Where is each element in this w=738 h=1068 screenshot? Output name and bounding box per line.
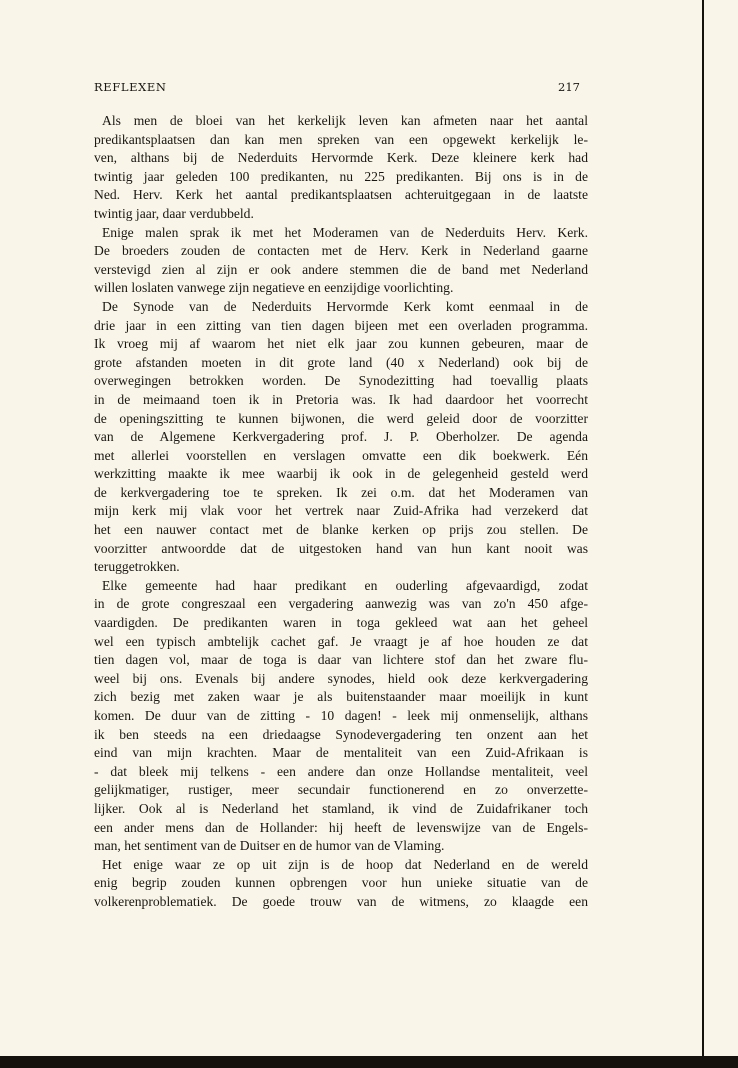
text-line: De broeders zouden de contacten met de Herv. Kerk in Nederland gaarne [94, 243, 588, 259]
text-line: voorzitter antwoordde dat de uitgestoken hand van hun kant nooit was [94, 540, 588, 556]
page-number: 217 [558, 80, 580, 94]
text-line: gelijkmatiger, rustiger, meer secundair functionerend en zo onverzette- [94, 782, 588, 798]
text-line: Het enige waar ze op uit zijn is de hoop dat Nederland en de wereld [102, 856, 588, 872]
text-line: verstevigd zien al zijn er ook andere stemmen die de band met Nederland [94, 261, 588, 277]
text-line: teruggetrokken. [94, 559, 180, 575]
text-line: in de meimaand toen ik in Pretoria was. Ik had daardoor het voorrecht [94, 391, 588, 407]
body-text [94, 112, 588, 912]
text-line: een ander mens dan de Hollander: hij heeft de levenswijze van de Engels- [94, 819, 588, 835]
text-line: volkerenproblematiek. De goede trouw van de witmens, zo klaagde een [94, 893, 588, 909]
text-line: de openingszitting te kunnen bijwonen, die werd geleid door de voorzitter [94, 410, 588, 426]
text-line: werkzitting maakte ik mee waarbij ik ook in de gelegenheid gesteld werd [94, 466, 588, 482]
text-line: willen loslaten vanwege zijn negatieve en eenzijdige voorlichting. [94, 280, 454, 296]
text-line: lijker. Ook al is Nederland het stamland, ik vind de Zuidafrikaner toch [94, 800, 588, 816]
text-line: drie jaar in een zitting van tien dagen bijeen met een overladen programma. [94, 317, 588, 333]
running-title: REFLEXEN [94, 80, 167, 94]
text-line: enig begrip zouden kunnen opbrengen voor hun unieke situatie van de [94, 875, 588, 891]
text-line: vaardigden. De predikanten waren in toga gekleed wat aan het geheel [94, 615, 588, 631]
text-line: predikantsplaatsen dan kan men spreken van een opgewekt kerkelijk le- [94, 131, 588, 147]
text-line: zich bezig met zaken waar je als buitenstaander maar moeilijk in kunt [94, 689, 588, 705]
text-line: mijn kerk mij vlak voor het vertrek naar Zuid-Afrika had verzekerd dat [94, 503, 588, 519]
text-line: van de Algemene Kerkvergadering prof. J. P. Oberholzer. De agenda [94, 429, 588, 445]
text-line: ven, althans bij de Nederduits Hervormde Kerk. Deze kleinere kerk had [94, 150, 588, 166]
text-line: Als men de bloei van het kerkelijk leven kan afmeten naar het aantal [102, 113, 588, 128]
text-line: twintig jaar, daar verdubbeld. [94, 205, 254, 221]
text-line: met allerlei voorstellen en verslagen omvatte een dik boekwerk. Eén [94, 447, 588, 463]
text-line: grote afstanden moeten in dit grote land (40 x Nederland) ook bij de [94, 354, 588, 370]
text-line: wel een typisch ambtelijk cachet gaf. Je vraagt je af hoe houden ze dat [94, 633, 588, 649]
text-line: man, het sentiment van de Duitser en de humor van de Vlaming. [94, 838, 445, 854]
text-line: Ned. Herv. Kerk het aantal predikantsplaatsen achteruitgegaan in de laatste [94, 187, 588, 203]
text-line: twintig jaar geleden 100 predikanten, nu 225 predikanten. Bij ons is in de [94, 168, 588, 184]
text-line: eind van mijn krachten. Maar de mentaliteit van een Zuid-Afrikaan is [94, 745, 588, 761]
text-line: het een nauwer contact met de blanke kerken op prijs zou stellen. De [94, 522, 588, 538]
text-line: komen. De duur van de zitting - 10 dagen! - leek mij onmenselijk, althans [94, 708, 588, 723]
page-bottom-edge [0, 1056, 738, 1068]
text-line: weel bij ons. Evenals bij andere synodes, hield ook deze kerkvergadering [94, 670, 588, 686]
text-line: Enige malen sprak ik met het Moderamen van de Nederduits Herv. Kerk. [102, 224, 588, 240]
text-line: ik ben steeds na een driedaagse Synodevergadering ten onzent aan het [94, 726, 588, 742]
text-line: - dat bleek mij telkens - een andere dan onze Hollandse mentaliteit, veel [94, 763, 588, 779]
text-line: Elke gemeente had haar predikant en ouderling afgevaardigd, zodat [102, 577, 588, 593]
text-line: in de grote congreszaal een vergadering aanwezig was van zo'n 450 afge- [94, 596, 588, 612]
text-line: De Synode van de Nederduits Hervormde Kerk komt eenmaal in de [102, 298, 588, 314]
page-right-edge [702, 0, 704, 1068]
text-line: tien dagen vol, maar de toga is daar van lichtere stof dan het zware flu- [94, 652, 588, 668]
text-line: overwegingen betrokken worden. De Synodezitting had toevallig plaats [94, 373, 588, 389]
text-line: Ik vroeg mij af waarom het niet elk jaar zou kunnen gebeuren, maar de [94, 336, 588, 352]
text-line: de kerkvergadering toe te spreken. Ik zei o.m. dat het Moderamen van [94, 484, 588, 500]
running-header [94, 80, 580, 96]
